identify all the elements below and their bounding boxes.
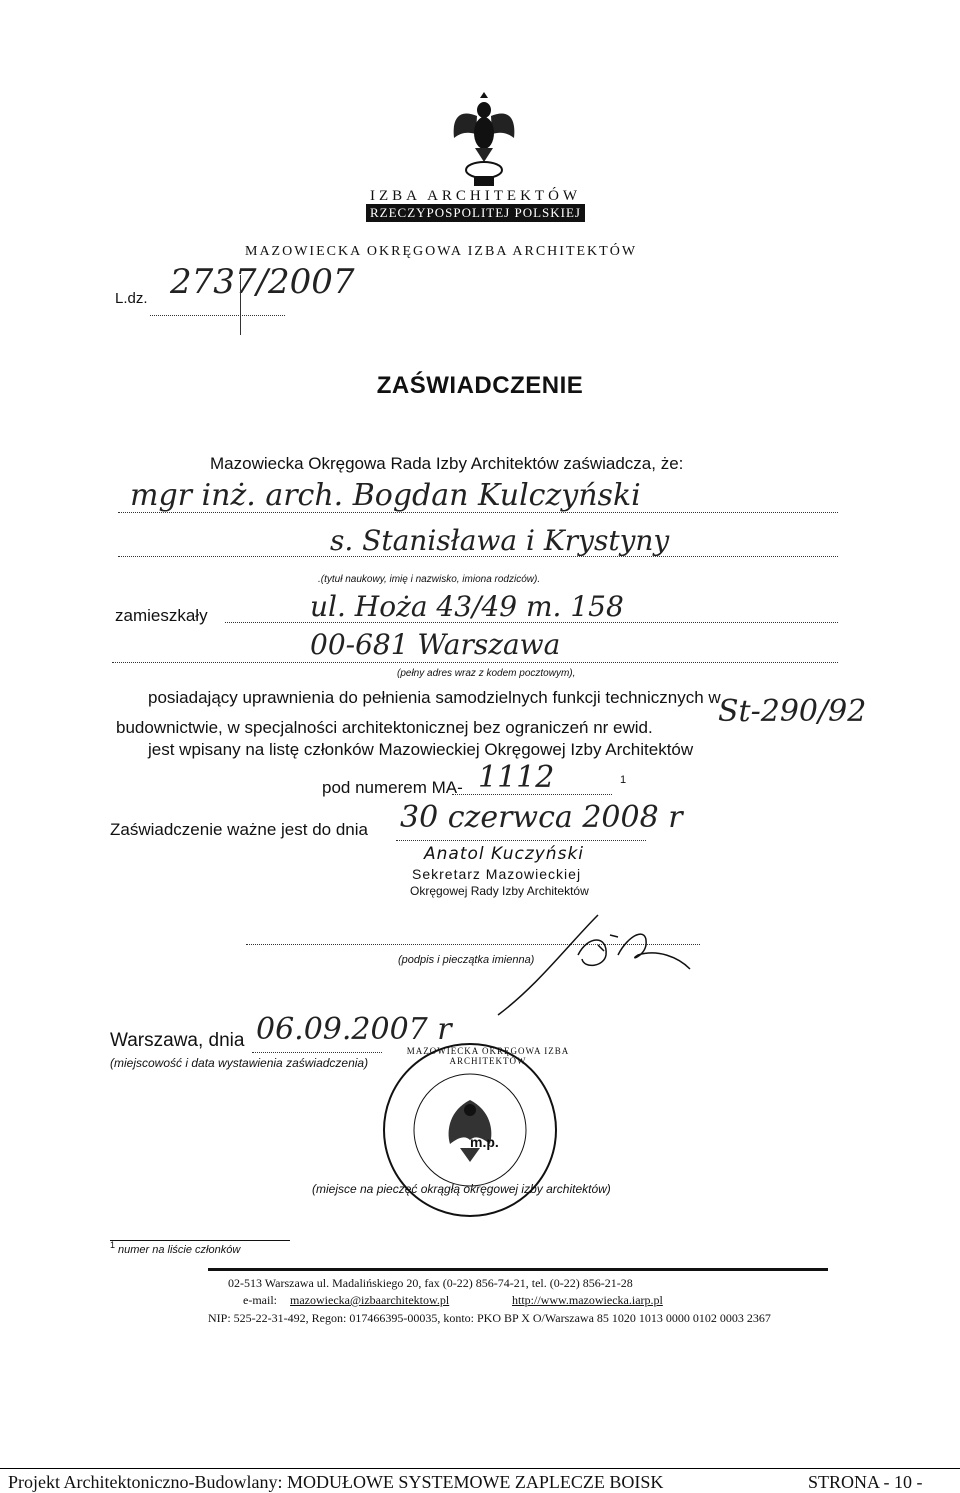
valid-until-label: Zaświadczenie ważne jest do dnia [110,820,368,839]
address-caption: (pełny adres wraz z kodem pocztowym), [397,668,576,679]
rights-text-1: posiadający uprawnienia do pełnienia samodzielnych funkcji technicznych w [148,688,721,707]
contact-rule [208,1268,828,1271]
intro-text: Mazowiecka Okręgowa Rada Izby Architektów zaświadcza, że: [210,454,684,473]
contact-tax-bank: NIP: 525-22-31-492, Regon: 017466395-00035, konto: PKO BP X O/Warszawa 85 1020 1013 0000 0102 0003 2367 [208,1311,771,1325]
page-footer-page-number: STRONA - 10 - [808,1472,923,1492]
seal-caption: (miejsce na pieczęć okrągłą okręgowej izby architektów) [312,1182,611,1196]
address-label: zamieszkały [115,606,208,625]
place-date-line [252,1052,382,1053]
rights-text-2: budownictwie, w specjalności architektonicznej bez ograniczeń nr ewid. [116,718,653,737]
place-date-label: Warszawa, dnia [110,1030,245,1051]
name-caption: .(tytuł naukowy, imię i nazwisko, imiona rodziców). [318,574,541,585]
address-city: 00-681 Warszawa [310,628,561,661]
footnote-marker: 1 [110,1240,116,1250]
footnote-text: numer na liście członków [118,1244,241,1256]
contact-email-label: e-mail: [243,1293,277,1307]
issue-date: 06.09.2007 r [256,1012,452,1047]
address-line-2 [112,662,838,663]
reference-mark [240,275,241,335]
valid-until-line [396,840,646,841]
org-name-banner: RZECZYPOSPOLITEJ POLSKIEJ [366,204,585,222]
member-number: 1112 [478,760,555,795]
signatory-name: Anatol Kuczyński [424,844,585,864]
page-footer-rule [0,1468,960,1469]
footnote-reference: 1 [620,774,627,786]
reference-number: 2737/2007 [170,262,355,302]
place-date-caption: (miejscowość i data wystawienia zaświadczenia) [110,1056,369,1070]
seal-ring-text: MAZOWIECKA OKRĘGOWA IZBA ARCHITEKTÓW [406,1046,570,1066]
contact-address: 02-513 Warszawa ul. Madalińskiego 20, fax (0-22) 856-74-21, tel. (0-22) 856-21-28 [228,1276,633,1290]
signatory-role-2: Okręgowej Rady Izby Architektów [410,884,589,898]
org-name: IZBA ARCHITEKTÓW [370,188,582,204]
address-street: ul. Hoża 43/49 m. 158 [310,590,624,623]
ewid-number: St-290/92 [718,694,867,729]
reference-label: L.dz. [115,290,148,307]
member-number-label: pod numerem MA- [322,778,463,797]
list-text: jest wpisany na listę członków Mazowieckiej Okręgowej Izby Architektów [148,740,694,759]
seal-center-text: m.p. [470,1134,499,1150]
holder-name: mgr inż. arch. Bogdan Kulczyński [130,478,641,513]
page-footer-project: Projekt Architektoniczno-Budowlany: MODUŁOWE SYSTEMOWE ZAPLECZE BOISK [8,1472,664,1492]
signatory-role-1: Sekretarz Mazowieckiej [412,866,582,882]
valid-until-date: 30 czerwca 2008 r [400,800,683,835]
contact-website-link[interactable]: http://www.mazowiecka.iarp.pl [512,1293,663,1307]
document-title: ZAŚWIADCZENIE [376,372,584,399]
reference-underline [150,315,285,316]
contact-email-link[interactable]: mazowiecka@izbaarchitektow.pl [290,1293,450,1307]
regional-chamber-name: MAZOWIECKA OKRĘGOWA IZBA ARCHITEKTÓW [245,244,638,259]
holder-parents: s. Stanisława i Krystyny [330,524,670,557]
eagle-emblem-icon [448,88,520,188]
footnote-rule [110,1240,290,1241]
signature-caption: (podpis i pieczątka imienna) [398,954,535,966]
